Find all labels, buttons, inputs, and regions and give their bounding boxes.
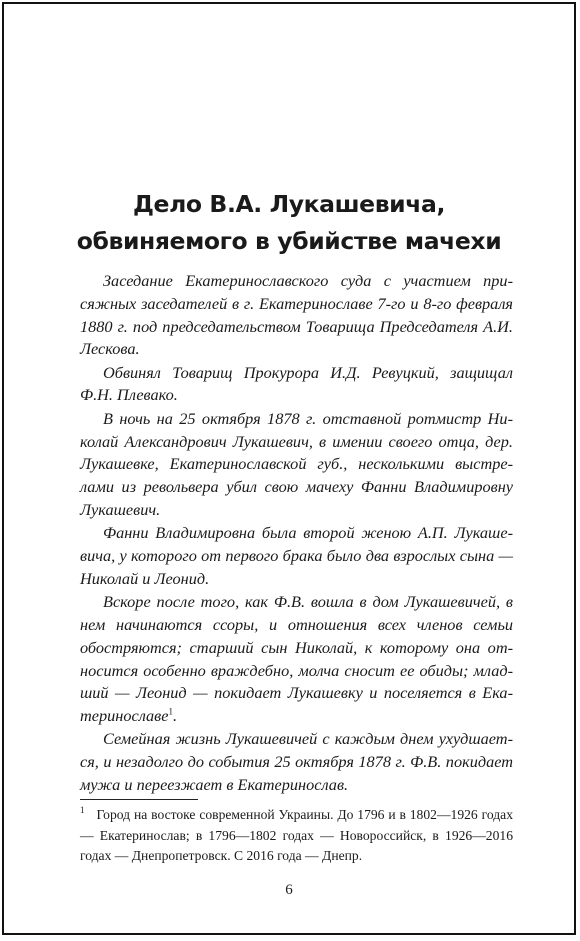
chapter-title-line-2: обвиняемого в убийстве мачехи (76, 227, 502, 255)
footnote-divider (80, 799, 198, 800)
paragraph-family-quarrels-text: Вскоре после того, как Ф.В. вошла в дом Лукашевичей, в нем начинаются ссоры, и отношения всех членов семьи обостряются; старший сын Николай, к которому она относится особенно враждебно, молча сносит ее обиды; младший — Леонид — покидает Лукашевку и поселяется в Екатеринославе (80, 592, 513, 726)
footnote-mark: 1 (80, 805, 85, 816)
paragraph-family-quarrels: Вскоре после того, как Ф.В. вошла в дом Лукашевичей, в нем начинаются ссоры, и отношения всех членов семьи обостряются; старший сын Николай, к которому она относится особенно враждебно, молча сносит ее обиды; младший — Леонид — покидает Лукашевку и поселяется в Екатеринославе$^1$. (80, 592, 513, 726)
page-number: 6 (285, 882, 293, 898)
chapter-title-line-1: Дело В.А. Лукашевича, (133, 190, 445, 218)
paragraph-murder-event: В ночь на 25 октября 1878 г. отставной ротмистр Николай Александрович Лукашевич, в имении своего отца, дер. Лукашевке, Екатеринославской губ., несколькими выстрелами из револьвера убил свою мачеху Фанни Владимировну Лукашевич. (80, 408, 513, 519)
footnote (80, 805, 513, 867)
paragraph-prosecution-defense: Обвинял Товарищ Прокурора И.Д. Ревуцкий, защищал Ф.Н. Плевако. (80, 362, 513, 405)
footnote-text: Город на востоке современной Украины. До 1796 и в 1802—1926 годах — Екатеринослав; в 1796—1802 годах — Новороссийск, в 1926—2016 годах — Днепропетровск. С 2016 года — Днепр. (80, 807, 513, 863)
body-text (80, 270, 513, 797)
book-page (2, 2, 576, 935)
chapter-title (44, 186, 534, 260)
paragraph-court-session: Заседание Екатеринославского суда с участием присяжных заседателей в г. Екатеринославе 7-го и 8-го февраля 1880 г. под председательством Товарища Председателя А.И. Лескова. (80, 271, 513, 359)
paragraph-family-life: Семейная жизнь Лукашевичей с каждым днем ухудшается, и незадолго до события 25 октября 1878 г. Ф.В. покидает мужа и переезжает в Екатеринослав. (80, 729, 513, 795)
paragraph-second-wife: Фанни Владимировна была второй женою А.П. Лукашевича, у которого от первого брака было два взрослых сына — Николай и Леонид. (80, 523, 513, 588)
footnote-reference[interactable]: 1 (168, 706, 173, 717)
